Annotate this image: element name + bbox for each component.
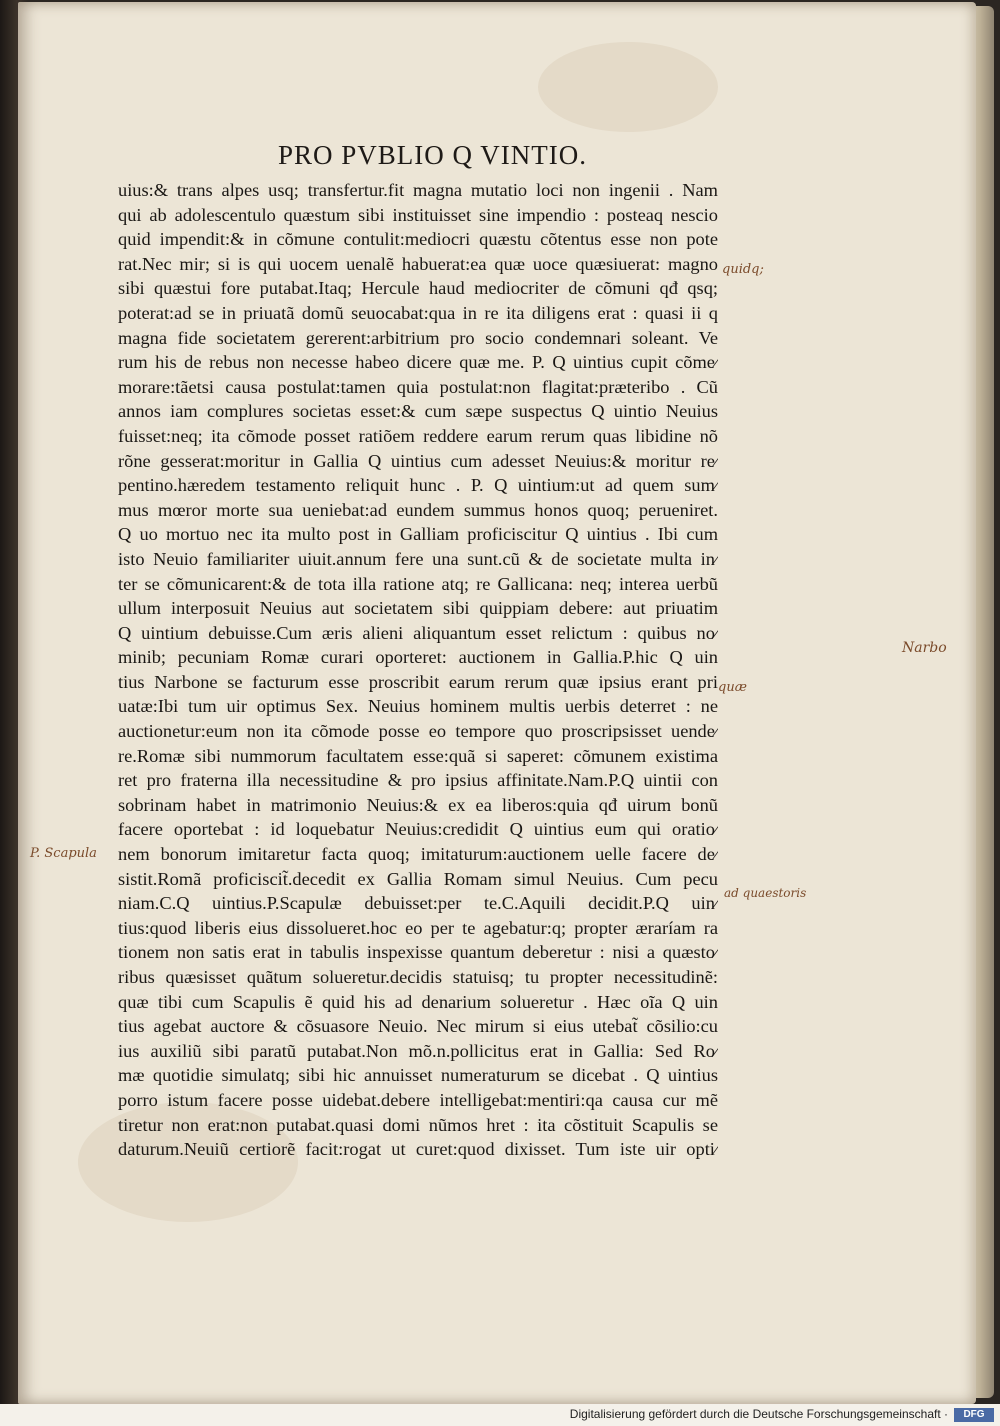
- text-line: mæ quotidie simulatq; sibi hic annuisset numeraturum se dicebat . Q uintius: [118, 1065, 718, 1086]
- text-line: morare:tãetsi causa postulat:tamen quia postulat:non flagitat:præteribo . Cũ: [118, 376, 718, 397]
- margin-note-quae: quæ: [718, 680, 747, 695]
- text-line: rõne gesserat:moritur in Gallia Q uintius cum adesset Neuius:& moritur re⁄: [118, 450, 718, 471]
- text-line: nem bonorum imitaretur facta quoq; imitaturum:auctionem uelle facere de⁄: [118, 844, 718, 865]
- margin-note-quidq: quidq;: [722, 262, 764, 277]
- text-line: auctionetur:eum non ita cõmode posse eo tempore quo proscripsisset uende⁄: [118, 721, 718, 742]
- page-title: PRO PVBLIO Q VINTIO.: [278, 140, 588, 170]
- text-line: ret pro fraterna illa necessitudine & pro ipsius affinitate.Nam.P.Q uintii con: [118, 770, 718, 791]
- text-line: poterat:ad se in priuatã domũ seuocabat:qua in re ita diligens erat : quasi ii q: [118, 302, 718, 323]
- text-line: tiretur non erat:non putabat.quasi domi nũmos hret : ita cõstituit Scapulis se: [118, 1114, 718, 1135]
- text-line: fuisset:neq; ita cõmode posset ratiõem reddere earum rerum quas libidine nõ: [118, 425, 718, 446]
- margin-note-narbo: Narbo: [902, 640, 947, 656]
- footer-bar: [0, 1404, 1000, 1426]
- text-line: tionem non satis erat in tabulis inspexisse quantum deberetur : nisi a quæsto⁄: [118, 942, 718, 963]
- text-line: sobrinam habet in matrimonio Neuius:& ex ea liberos:quia qđ uirum bonũ: [118, 794, 718, 815]
- text-line: niam.C.Q uintius.P.Scapulæ debuisset:per te.C.Aquili decidit.P.Q uin⁄: [118, 893, 718, 914]
- text-line: porro istum facere posse uidebat.debere intelligebat:mentiri:qa causa cur mẽ: [118, 1089, 718, 1110]
- text-block: [118, 178, 718, 1162]
- text-line: uius:& trans alpes usq; transfertur.fit magna mutatio loci non ingenii . Nam: [118, 180, 718, 200]
- text-line: quæ tibi cum Scapulis ẽ quid his ad denarium solueretur . Hæc oĩa Q uin: [118, 991, 718, 1012]
- text-line: magna fide societatem gererent:arbitrium pro socio condemnari soleant. Ve: [118, 327, 718, 348]
- text-line: ius auxiliũ sibi paratũ putabat.Non mõ.n.pollicitus erat in Gallia: Sed Ro⁄: [118, 1040, 718, 1061]
- text-line: ter se cõmunicarent:& de tota illa ratione atq; re Gallicana: neq; interea uerbũ: [118, 573, 718, 594]
- text-line: tius Narbone se facturum esse proscribit earum rerum quæ ipsius erant pri: [118, 671, 718, 692]
- text-line: sibi quæstui fore putabat.Itaq; Hercule haud mediocriter de cõmuni qđ qsq;: [118, 278, 718, 299]
- text-line: Q uintium debuisse.Cum æris alieni aliquantum esset relictum : quibus no⁄: [118, 622, 718, 643]
- text-line: sistit.Romã proficiscit̃.decedit ex Gallia Romam simul Neuius. Cum pecu: [118, 868, 718, 889]
- text-line: Q uo mortuo nec ita multo post in Galliam proficiscitur Q uintius . Ibi cum: [118, 524, 718, 545]
- text-line: tius agebat auctore & cõsuasore Neuio. Nec mirum si eius utebat̃ cõsilio:cu: [118, 1016, 718, 1037]
- text-line: minib; pecuniam Romæ curari oporteret: auctionem in Gallia.P.hic Q uin: [118, 647, 718, 668]
- text-line: pentino.hæredem testamento reliquit hunc . P. Q uintium:ut ad quem sum⁄: [118, 475, 718, 496]
- text-line: tius:quod liberis eius dissolueret.hoc eo per te agebatur:q; propter æraríam ra: [118, 917, 718, 938]
- text-line: daturum.Neuiũ certiorẽ facit:rogat ut curet:quod dixisset. Tum iste uir opti⁄: [118, 1139, 718, 1160]
- text-line: rum his de rebus non necesse habeo dicere quæ me. P. Q uintius cupit cõme⁄: [118, 352, 718, 373]
- text-line: ullum interposuit Neuius aut societatem sibi quippiam debere: aut priuatim: [118, 598, 718, 619]
- margin-note-quaestoris: ad quaestoris: [724, 886, 807, 900]
- text-line: qui ab adolescentulo quæstum sibi instituisset sine impendio : posteaq nescio: [118, 204, 718, 225]
- text-line: uatæ:Ibi tum uir optimus Sex. Neuius hominem multis uerbis deterret : ne: [118, 696, 718, 717]
- paper-stain: [538, 42, 718, 132]
- margin-note-scapula: P. Scapula: [30, 846, 97, 861]
- text-line: re.Romæ sibi nummorum facultatem esse:quã si saperet: cõmunem existima: [118, 745, 718, 766]
- text-line: quid impendit:& in cõmune contulit:mediocri quæstu cõtentus esse non pote: [118, 229, 718, 250]
- text-line: facere oportebat : id loquebatur Neuius:credidit Q uintius eum qui oratio⁄: [118, 819, 718, 840]
- text-line: mus mœror morte sua ueniebat:ad eundem summus honos quoq; perueniret.: [118, 499, 718, 520]
- footer-credit: Digitalisierung gefördert durch die Deutsche Forschungsgemeinschaft ·: [569, 1407, 948, 1421]
- text-line: isto Neuio familiariter uiuit.annum fere una sunt.cũ & de societate multa in⁄: [118, 548, 718, 569]
- text-line: ribus quæsisset quãtum solueretur.decidis statuisq; tu propter necessitudinẽ:: [118, 967, 718, 987]
- text-line: rat.Nec mir; si is qui uocem uenalẽ habuerat:ea quæ uoce quæsiuerat: magno: [118, 253, 718, 274]
- text-line: annos iam complures societas esset:& cum sæpe suspectus Q uintio Neuius: [118, 401, 718, 422]
- dfg-logo: DFG: [954, 1408, 994, 1422]
